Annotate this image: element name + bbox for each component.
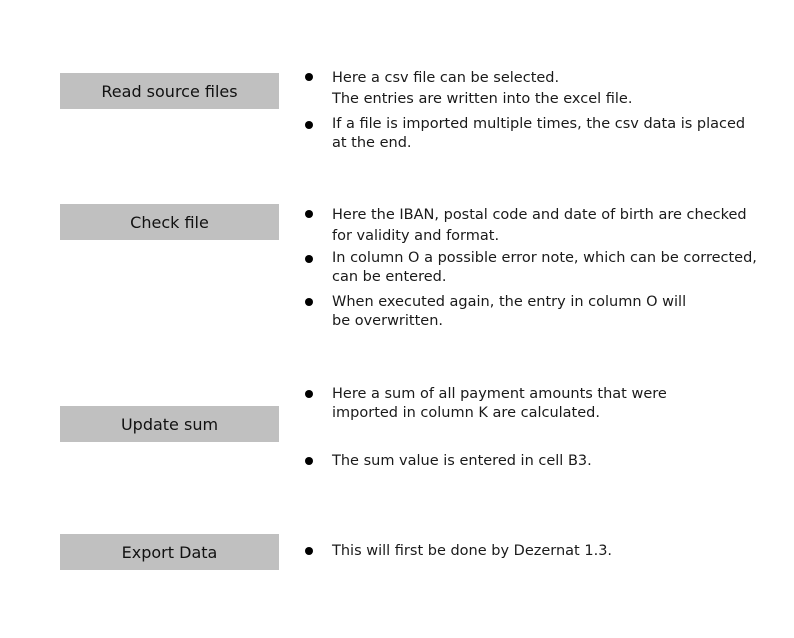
note-line: at the end. — [332, 135, 412, 151]
check-file-note-2 — [332, 249, 757, 287]
bullet-icon — [305, 547, 313, 555]
bullet-icon — [305, 255, 313, 263]
note-line: When executed again, the entry in column O will — [332, 294, 687, 310]
note-line: can be entered. — [332, 269, 447, 285]
read-source-files-button[interactable]: Read source files — [60, 73, 279, 109]
note-line: be overwritten. — [332, 313, 444, 329]
bullet-icon — [305, 73, 313, 81]
note-line: Here a csv file can be selected. — [332, 70, 560, 86]
note-line: The sum value is entered in cell B3. — [332, 453, 592, 469]
note-line: Here a sum of all payment amounts that were — [332, 386, 667, 402]
check-file-note-1 — [332, 205, 747, 247]
update-sum-note-2 — [332, 452, 592, 471]
check-file-note-3 — [332, 293, 686, 331]
bullet-icon — [305, 121, 313, 129]
note-line: Here the IBAN, postal code and date of birth are checked — [332, 207, 747, 223]
check-file-button[interactable]: Check file — [60, 204, 279, 240]
update-sum-button[interactable]: Update sum — [60, 406, 279, 442]
note-line: In column O a possible error note, which can be corrected, — [332, 250, 757, 266]
bullet-icon — [305, 390, 313, 398]
read-source-files-note-2 — [332, 115, 745, 153]
update-sum-note-1 — [332, 385, 667, 423]
bullet-icon — [305, 210, 313, 218]
note-line: This will first be done by Dezernat 1.3. — [332, 543, 613, 559]
bullet-icon — [305, 457, 313, 465]
export-data-button[interactable]: Export Data — [60, 534, 279, 570]
note-line: The entries are written into the excel file. — [332, 91, 633, 107]
bullet-icon — [305, 298, 313, 306]
note-line: for validity and format. — [332, 228, 500, 244]
note-line: If a file is imported multiple times, the csv data is placed — [332, 116, 746, 132]
export-data-note-1 — [332, 542, 612, 561]
read-source-files-note-1 — [332, 68, 632, 110]
note-line: imported in column K are calculated. — [332, 405, 600, 421]
